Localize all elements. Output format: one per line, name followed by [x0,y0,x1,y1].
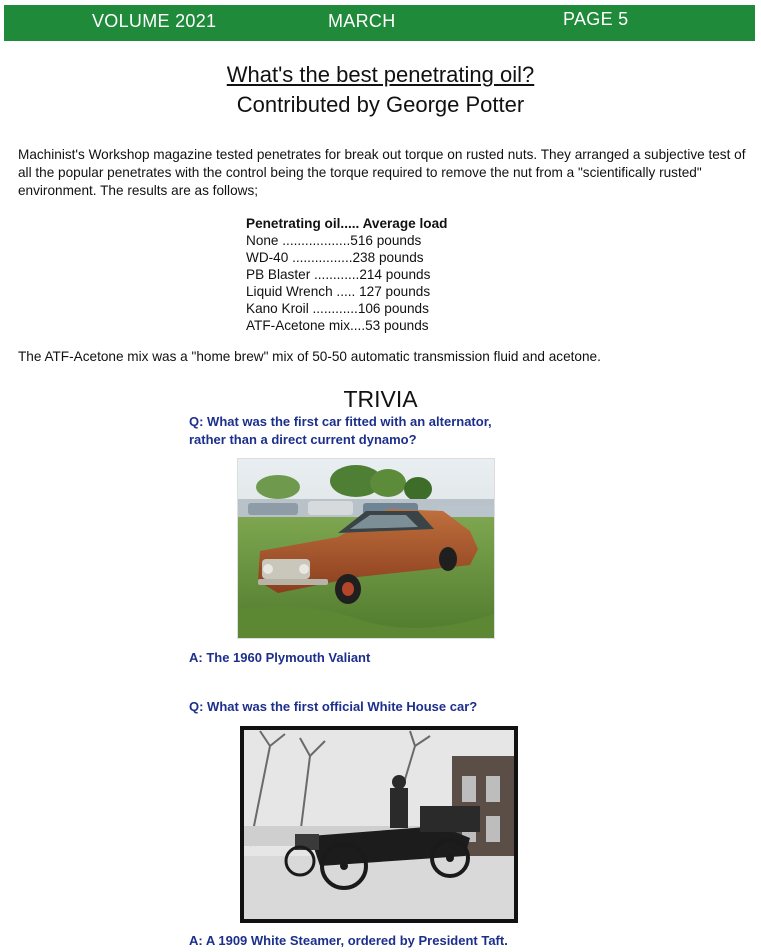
results-row: PB Blaster ............214 pounds [246,267,431,282]
trivia-question-1: Q: What was the first car fitted with an alternator, rather than a direct current dynamo? [189,414,492,447]
page-label: PAGE 5 [563,9,629,29]
trivia-answer-2: A: A 1909 White Steamer, ordered by President Taft. [189,933,508,948]
results-row: WD-40 ................238 pounds [246,250,424,265]
results-row: None ..................516 pounds [246,233,422,248]
valiant-car-photo [237,458,495,639]
results-row: Kano Kroil ............106 pounds [246,301,429,316]
white-steamer-photo [240,726,518,923]
month-label: MARCH [328,11,396,31]
article-intro: Machinist's Workshop magazine tested penetrates for break out torque on rusted nuts. They arranged a subjective test of all the popular penetrates with the control being the torque required to remove the nut from a "scientifically rusted" environment. The results are as follows; [18,147,746,198]
header-banner [4,5,755,41]
trivia-heading: TRIVIA [343,386,418,412]
trivia-answer-1: A: The 1960 Plymouth Valiant [189,650,371,665]
results-table [246,215,447,334]
article-title: What's the best penetrating oil? [226,62,535,87]
results-row: ATF-Acetone mix....53 pounds [246,318,429,333]
article-note: The ATF-Acetone mix was a "home brew" mix of 50-50 automatic transmission fluid and acetone. [18,349,601,364]
trivia-question-2: Q: What was the first official White House car? [189,699,478,714]
volume-label: VOLUME 2021 [92,11,217,31]
article-byline: Contributed by George Potter [236,92,525,117]
results-row: Liquid Wrench ..... 127 pounds [246,284,431,299]
results-header: Penetrating oil..... Average load [246,216,448,231]
